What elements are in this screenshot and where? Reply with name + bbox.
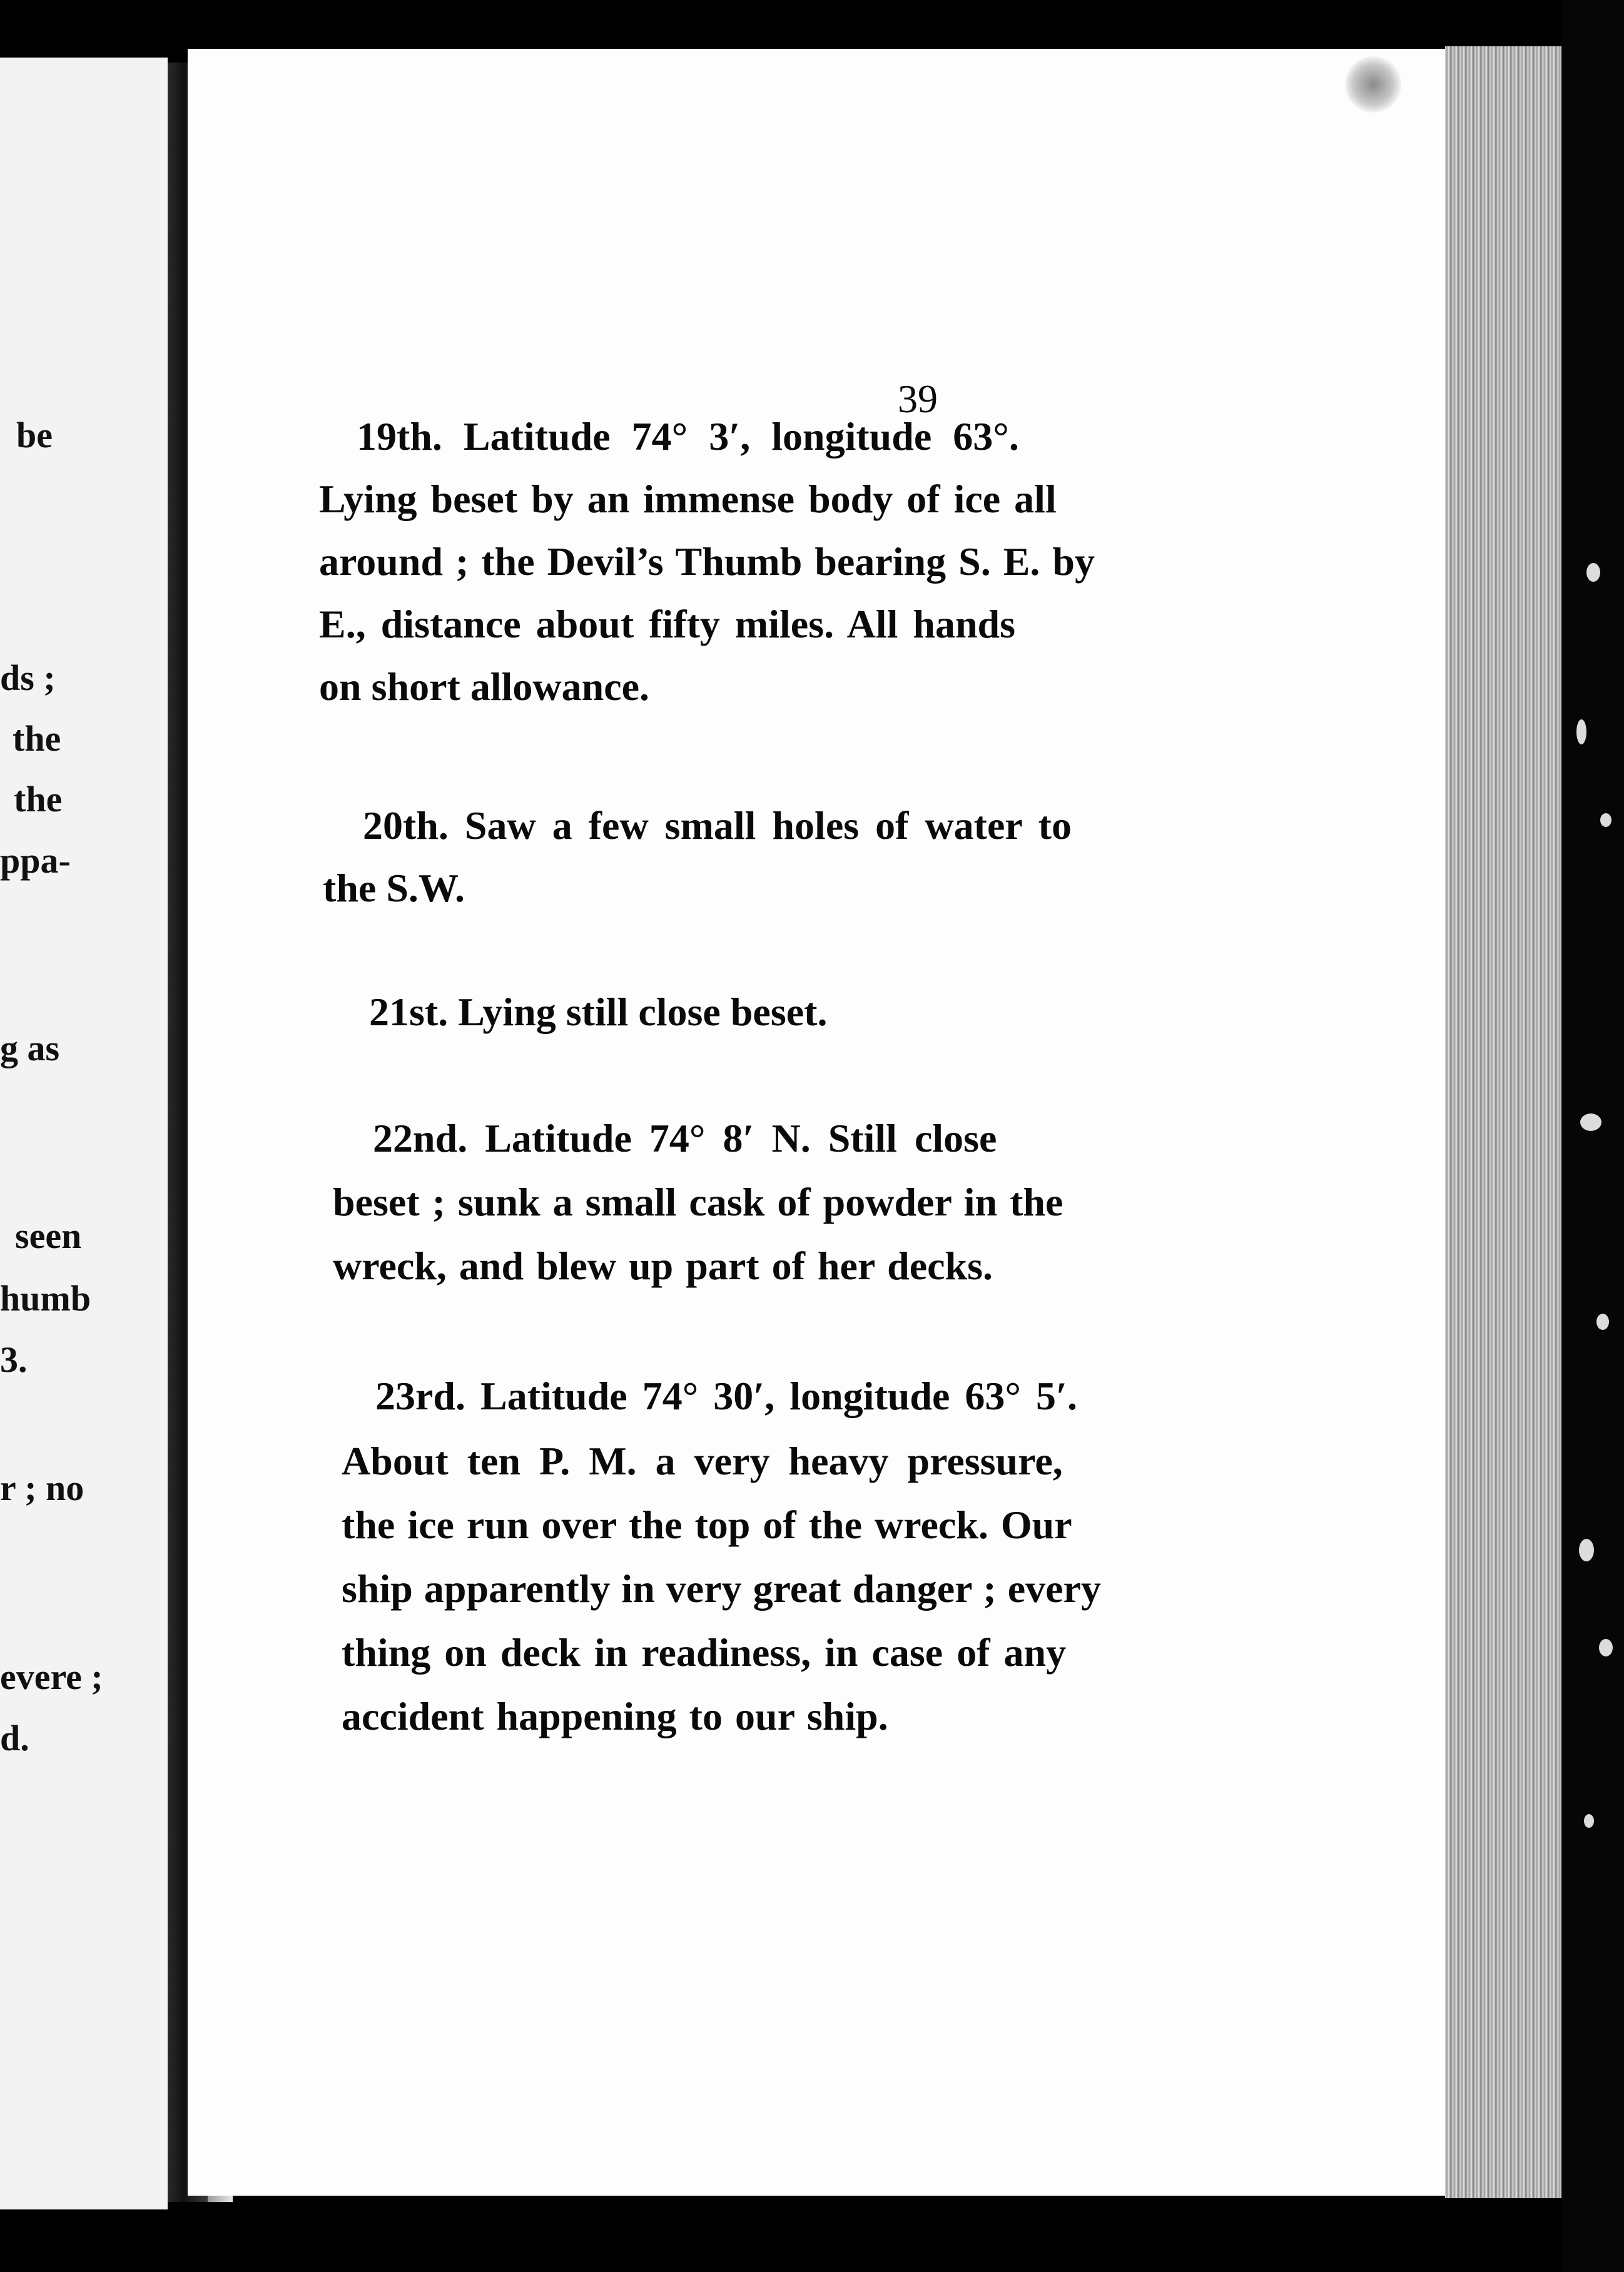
facing-page-fragment: ds ;	[0, 657, 56, 698]
facing-page-fragment: the	[14, 779, 63, 819]
facing-page-fragment: 3.	[0, 1339, 28, 1380]
facing-page-fragment: evere ;	[0, 1656, 103, 1697]
entry-line: 19th. Latitude 74° 3′, longitude 63°.	[357, 414, 1019, 459]
background-edge	[1561, 0, 1624, 2272]
entry-line: beset ; sunk a small cask of powder in the	[333, 1180, 1063, 1224]
page-stain	[1345, 56, 1401, 113]
main-page	[188, 49, 1451, 2196]
entry-line: wreck, and blew up part of her decks.	[333, 1244, 993, 1288]
entry-line: About ten P. M. a very heavy pressure,	[342, 1439, 1063, 1483]
entry-line: Lying beset by an immense body of ice all	[319, 477, 1057, 521]
entry-line: thing on deck in readiness, in case of any	[342, 1630, 1067, 1675]
entry-line: around ; the Devil’s Thumb bearing S. E. by	[319, 539, 1095, 584]
page-edges	[1445, 46, 1561, 2198]
facing-page-fragment: be	[16, 415, 53, 455]
facing-page-fragment: g as	[0, 1028, 60, 1068]
facing-page	[0, 58, 168, 2209]
entry-line: the ice run over the top of the wreck. Our	[342, 1503, 1072, 1547]
facing-page-fragment: seen	[15, 1215, 82, 1256]
entry-line: 22nd. Latitude 74° 8′ N. Still close	[373, 1116, 997, 1160]
facing-page-fragment: ppa-	[0, 840, 71, 881]
entry-line: ship apparently in very great danger ; every	[342, 1566, 1101, 1611]
facing-page-fragment: humb	[0, 1278, 91, 1319]
entry-line: 21st. Lying still close beset.	[369, 990, 828, 1034]
entry-line: on short allowance.	[319, 664, 649, 709]
entry-line: E., distance about fifty miles. All hands	[319, 602, 1016, 646]
page-number: 39	[898, 377, 938, 421]
entry-line: the S.W.	[323, 866, 465, 910]
entry-line: 20th. Saw a few small holes of water to	[363, 803, 1072, 848]
facing-page-fragment: the	[13, 718, 61, 759]
facing-page-fragment: r ; no	[0, 1468, 84, 1508]
entry-line: accident happening to our ship.	[342, 1694, 888, 1738]
entry-line: 23rd. Latitude 74° 30′, longitude 63° 5′.	[375, 1374, 1077, 1418]
facing-page-fragment: d.	[0, 1718, 29, 1758]
